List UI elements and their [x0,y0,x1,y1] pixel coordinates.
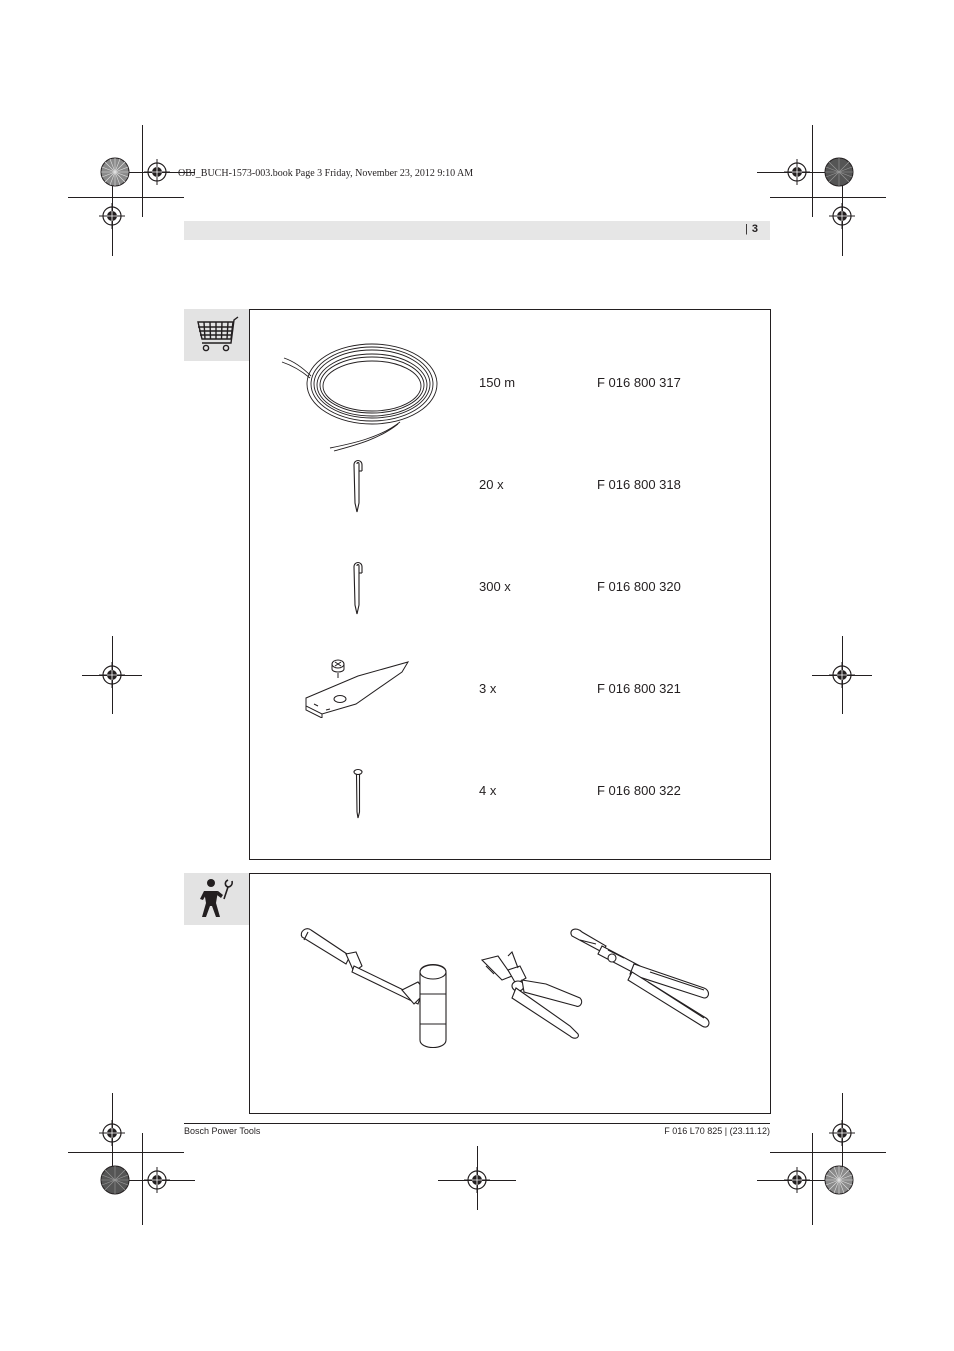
peg-icon [346,559,370,617]
accessory-quantity: 300 x [479,579,511,594]
accessory-row [250,738,770,840]
accessory-row [250,432,770,534]
accessory-part-number: F 016 800 321 [597,681,681,696]
footer-document-number: F 016 L70 825 | (23.11.12) [664,1126,770,1136]
blade-with-screw-icon [300,654,412,718]
accessory-part-number: F 016 800 318 [597,477,681,492]
wire-stripping-pliers-icon [571,929,709,1027]
accessory-quantity: 3 x [479,681,497,696]
accessory-quantity: 4 x [479,783,497,798]
peg-icon [346,457,370,515]
accessory-part-number: F 016 800 320 [597,579,681,594]
tools-tab [184,873,249,925]
accessory-row [250,330,770,432]
footer-rule [184,1123,770,1124]
accessories-tab [184,309,249,361]
footer-brand: Bosch Power Tools [184,1126,261,1136]
accessory-quantity: 150 m [479,375,516,390]
page-number: | 3 [745,223,758,235]
mallet-icon [301,929,446,1048]
page-number-value: 3 [751,223,758,235]
person-with-wrench-icon [184,873,249,925]
side-cutters-icon [482,952,582,1038]
tools-panel [249,873,771,1114]
book-info-line: OBJ_BUCH-1573-003.book Page 3 Friday, November 23, 2012 9:10 AM [178,168,474,179]
shopping-cart-icon [184,309,249,361]
header-bar [184,221,770,240]
accessory-row [250,534,770,636]
accessory-row [250,636,770,738]
accessory-part-number: F 016 800 317 [597,375,681,390]
accessories-panel [249,309,771,860]
accessory-part-number: F 016 800 322 [597,783,681,798]
nail-icon [350,768,366,820]
accessory-quantity: 20 x [479,477,504,492]
